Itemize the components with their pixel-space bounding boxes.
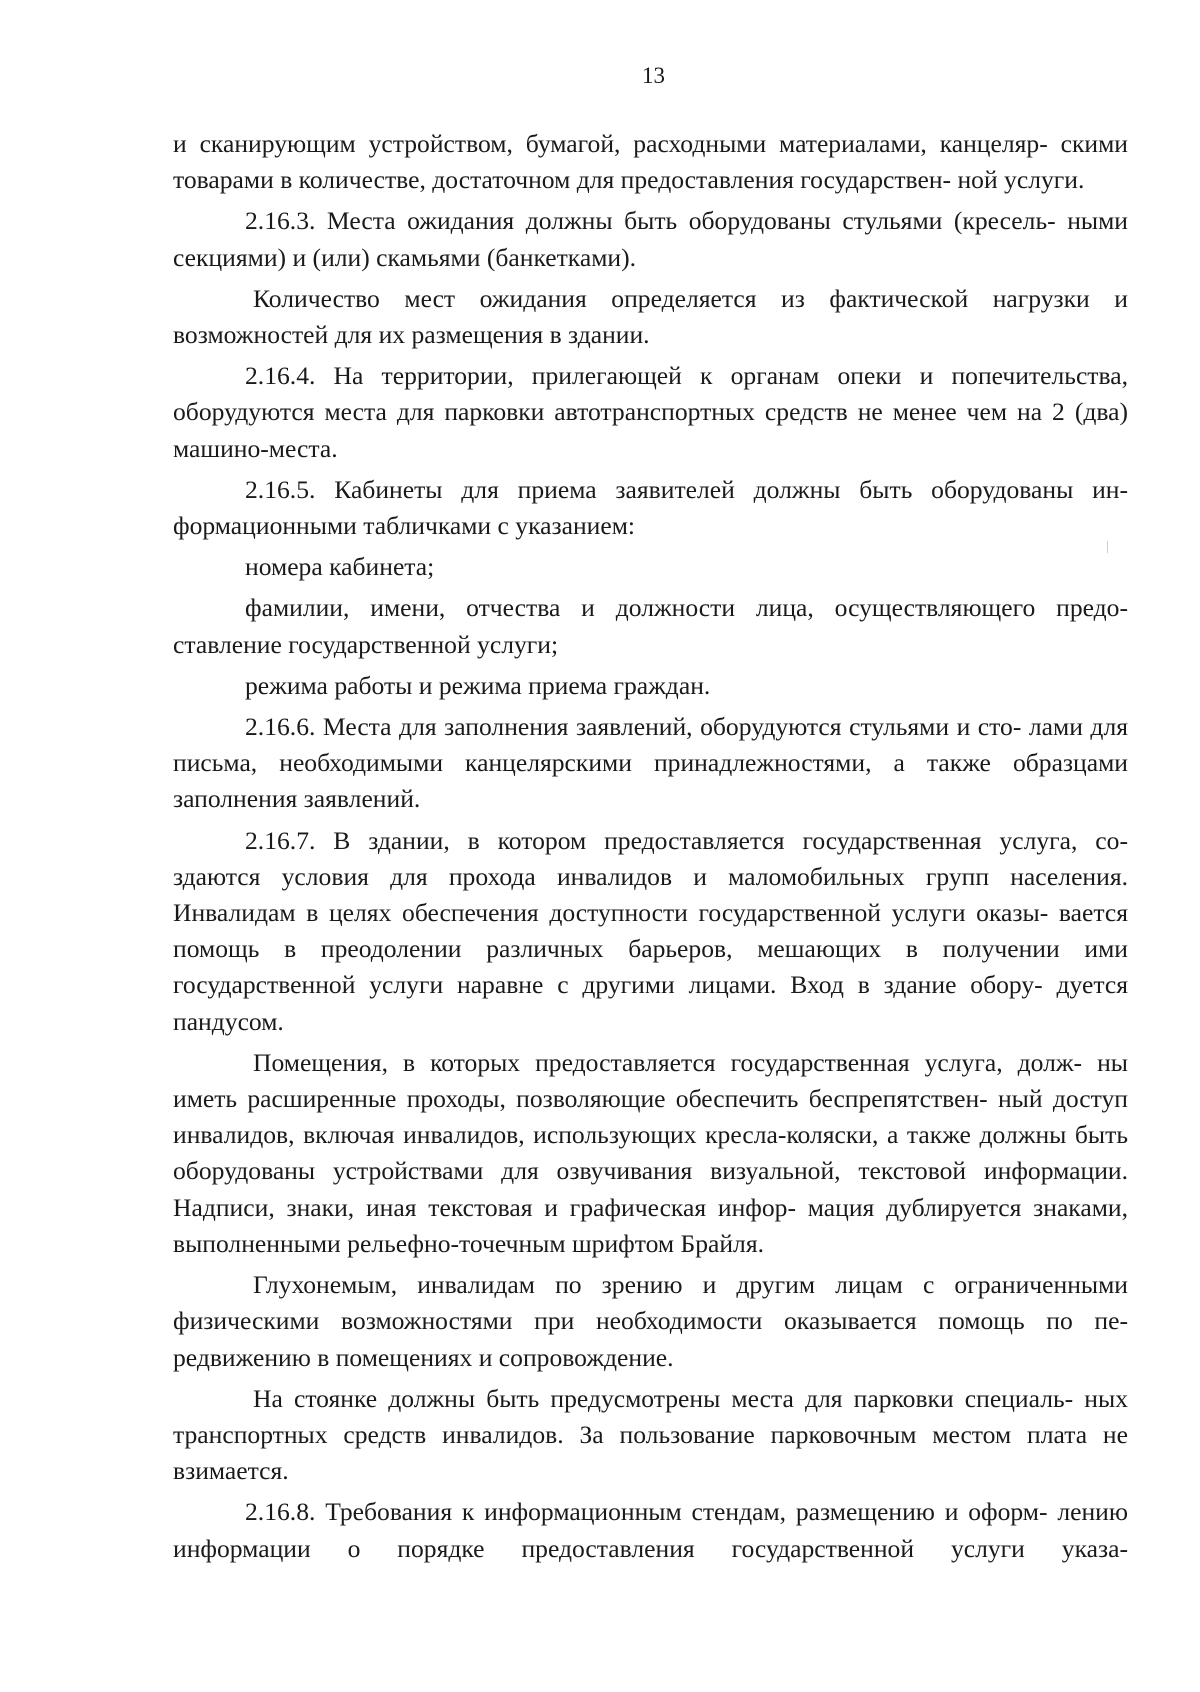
paragraph [173,126,1128,198]
text-line: образцами заполнения заявлений. [173,748,1128,814]
paragraph [173,358,1128,467]
text-line: ной услуги. [957,165,1085,195]
text-line: редвижению в помещениях и сопровождение. [173,1342,674,1372]
text-line: ными секциями) и (или) скамьями (банкетками). [173,206,1128,272]
text-line: режима работы и режима приема граждан. [245,670,711,700]
text-line: 2.16.5. Кабинеты для приема заявителей должны быть оборудованы ин- [245,474,1128,504]
text-line: физическими возможностями при необходимости оказывается помощь по пе- [173,1306,1128,1336]
text-line: ных транспортных средств инвалидов. За пользование парковочным местом [173,1383,1128,1449]
paragraph [173,1045,1128,1262]
text-line: Брайля. [680,1228,764,1258]
text-line: Помещения, в которых предоставляется государственная услуга, долж- [253,1047,1083,1077]
text-line: текстовой информации. Надписи, знаки, иная текстовая и графическая инфор- [173,1156,1128,1222]
text-line: ны иметь расширенные проходы, позволяющие обеспечить беспрепятствен- [173,1047,1128,1114]
paragraph [173,590,1128,662]
text-line: 2.16.3. Места ожидания должны быть оборудованы стульями (кресель- [245,206,1056,236]
text-line: ставление государственной услуги; [173,629,559,659]
text-line: здаются условия для прохода инвалидов и маломобильных групп населения. [173,861,1128,891]
text-line: 2.16.4. На территории, прилегающей к органам опеки и попечительства, [245,361,1128,391]
text-line: плата не взимается. [173,1419,1128,1486]
text-line: вается помощь в преодолении различных барьеров, мешающих в получении [173,898,1128,964]
text-line: мация дублируется знаками, выполненными рельефно-точечным шрифтом [173,1192,1128,1258]
text-line: 2.16.6. Места для заполнения заявлений, оборудуются стульями и сто- [245,712,1022,742]
text-line: номера кабинета; [245,552,435,582]
paragraph [173,823,1128,1040]
text-line: ный доступ инвалидов, включая инвалидов, использующих кресла-коляски, а [173,1084,1128,1150]
scan-artifact [1107,541,1108,553]
text-line: дуется пандусом. [173,970,1128,1036]
text-line: и сканирующим устройством, бумагой, расходными материалами, канцеляр- [173,129,1048,158]
text-line: лами для письма, необходимыми канцелярскими принадлежностями, а также [173,712,1128,778]
paragraph [173,203,1128,275]
text-line: (два) машино-места. [173,397,1128,463]
text-line: лению информации о порядке предоставления государственной услуги указа- [173,1497,1128,1563]
text-line: Количество мест ожидания определяется из фактической нагрузки и [253,283,1128,313]
text-line: ими государственной услуги наравне с другими лицами. Вход в здание обору- [173,934,1128,1000]
text-line: 2.16.7. В здании, в котором предоставляется государственная услуга, со- [245,825,1128,855]
paragraph [173,1267,1128,1376]
text-line: возможностей для их размещения в здании. [173,320,650,350]
paragraph [173,472,1128,544]
paragraph [173,709,1128,818]
text-line: фамилии, имени, отчества и должности лица, осуществляющего предо- [245,593,1128,623]
text-line: скими товарами в количестве, достаточном для предоставления государствен- [173,129,1128,195]
document-body [173,126,1128,1567]
paragraph [173,1381,1128,1490]
text-line: формационными табличками с указанием: [173,511,636,541]
text-line: также должны быть оборудованы устройствами для озвучивания визуальной, [173,1120,1128,1186]
paragraph [173,549,1128,585]
text-line: Глухонемым, инвалидам по зрению и другим лицам с ограниченными [253,1270,1128,1300]
paragraph [173,1494,1128,1566]
text-line: На стоянке должны быть предусмотрены места для парковки специаль- [253,1383,1074,1413]
text-line: оборудуются места для парковки автотранспортных средств не менее чем на 2 [173,397,1065,427]
text-line: Инвалидам в целях обеспечения доступности государственной услуги оказы- [173,898,1049,928]
page-number: 13 [642,63,665,88]
text-line: 2.16.8. Требования к информационным стендам, размещению и оформ- [245,1497,1048,1527]
paragraph [173,668,1128,704]
paragraph [173,281,1128,353]
